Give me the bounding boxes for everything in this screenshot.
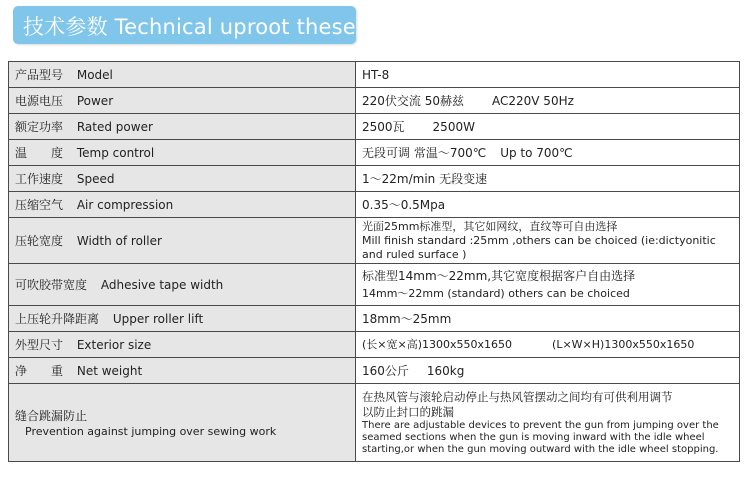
label-zh: 外型尺寸 xyxy=(15,338,64,352)
value-line xyxy=(362,94,733,108)
label-cell xyxy=(9,332,356,358)
value-cell xyxy=(356,332,740,358)
label-zh: 上压轮升降距离 xyxy=(15,312,100,326)
label-zh: 工作速度 xyxy=(15,172,64,186)
label-en: Width of roller xyxy=(76,234,162,248)
section-banner xyxy=(13,6,364,44)
value-text: 以防止封口的跳漏 xyxy=(362,404,454,419)
label-zh: 压轮宽度 xyxy=(15,234,64,248)
label-cell xyxy=(9,114,356,140)
table-row-jump-prevention xyxy=(9,384,740,462)
value-text: 160公斤 xyxy=(362,363,409,378)
table-row-exterior xyxy=(9,332,740,358)
label-cell xyxy=(9,140,356,166)
value-text: 在热风管与滚轮启动停止与热风管摆动之间均有可供利用调节 xyxy=(362,389,673,404)
value-cell xyxy=(356,192,740,218)
value-text: (L×W×H)1300x550x1650 xyxy=(552,337,695,351)
label-cell xyxy=(9,306,356,332)
value-cell xyxy=(356,306,740,332)
table-row-tape-width xyxy=(9,264,740,306)
label-zh: 缝合跳漏防止 xyxy=(15,409,88,423)
label-en: Rated power xyxy=(76,120,153,134)
label-en: Net weight xyxy=(76,364,143,378)
label-en: Air compression xyxy=(76,198,174,212)
value-cell xyxy=(356,62,740,88)
value-cell xyxy=(356,114,740,140)
label-cell xyxy=(9,166,356,192)
label-en: Exterior size xyxy=(76,338,152,352)
value-text: and ruled surface ) xyxy=(362,247,467,261)
value-cell xyxy=(356,264,740,306)
value-text: 标准型14mm～22mm,其它宽度根据客户自由选择 xyxy=(362,268,636,283)
label-cell xyxy=(9,218,356,264)
table-row-power xyxy=(9,88,740,114)
value-cell xyxy=(356,166,740,192)
value-text: 220伏交流 50赫兹 xyxy=(362,93,464,108)
value-text: 无段可调 常温～700℃ xyxy=(362,145,487,160)
value-text: There are adjustable devices to prevent the gun from jumping over the xyxy=(362,419,719,431)
value-text: 2500瓦 xyxy=(362,119,405,134)
value-cell xyxy=(356,88,740,114)
value-text: AC220V 50Hz xyxy=(492,93,574,108)
label-en: Power xyxy=(76,94,114,108)
value-text: 1～22m/min 无段变速 xyxy=(362,171,488,186)
label-cell xyxy=(9,384,356,462)
value-text: 0.35～0.5Mpa xyxy=(362,197,446,212)
table-row-speed xyxy=(9,166,740,192)
value-cell xyxy=(356,358,740,384)
label-cell xyxy=(9,88,356,114)
value-text: 18mm～25mm xyxy=(362,311,452,326)
label-cell xyxy=(9,62,356,88)
value-cell xyxy=(356,384,740,462)
value-line xyxy=(362,364,733,378)
value-text: seamed sections when the gun is moving inward with the idle wheel xyxy=(362,431,705,443)
value-cell xyxy=(356,140,740,166)
label-en: Speed xyxy=(76,172,115,186)
label-cell xyxy=(9,264,356,306)
value-text: HT-8 xyxy=(362,67,390,82)
label-en: Adhesive tape width xyxy=(100,278,224,292)
table-row-temp xyxy=(9,140,740,166)
value-text: Mill finish standard :25mm ,others can be choiced (ie:dictyonitic xyxy=(362,233,716,247)
value-line xyxy=(362,338,733,352)
label-cell xyxy=(9,358,356,384)
table-row-air xyxy=(9,192,740,218)
label-zh: 温 度 xyxy=(15,146,64,160)
value-text: 160kg xyxy=(426,363,465,378)
label-en: Model xyxy=(76,68,113,82)
label-zh: 可吹胶带宽度 xyxy=(15,278,88,292)
value-cell xyxy=(356,218,740,264)
table-row-roller-width xyxy=(9,218,740,264)
value-text: 光面25mm标准型，其它如网纹，直纹等可自由选择 xyxy=(362,219,618,233)
label-zh: 压缩空气 xyxy=(15,198,64,212)
section-title: 技术参数 Technical uproot these: xyxy=(23,15,364,39)
label-en: Prevention against jumping over sewing work xyxy=(25,425,277,438)
value-text: starting,or when the gun moving outward with the idle wheel stopping. xyxy=(362,443,719,455)
table-row-roller-lift xyxy=(9,306,740,332)
table-row-model xyxy=(9,62,740,88)
value-line xyxy=(362,120,733,134)
value-text: 2500W xyxy=(432,119,475,134)
label-zh: 净 重 xyxy=(15,364,64,378)
label-en: Temp control xyxy=(76,146,155,160)
label-en: Upper roller lift xyxy=(112,312,204,326)
table-row-net-weight xyxy=(9,358,740,384)
value-line xyxy=(362,146,733,160)
value-text: (长×宽×高)1300x550x1650 xyxy=(362,337,513,351)
value-text: 14mm～22mm (standard) others can be choiced xyxy=(362,286,630,300)
spec-table xyxy=(8,61,740,462)
label-zh: 电源电压 xyxy=(15,94,64,108)
label-cell xyxy=(9,192,356,218)
label-zh: 产品型号 xyxy=(15,68,64,82)
value-text: Up to 700℃ xyxy=(500,145,573,160)
label-zh: 额定功率 xyxy=(15,120,64,134)
table-row-rated-power xyxy=(9,114,740,140)
